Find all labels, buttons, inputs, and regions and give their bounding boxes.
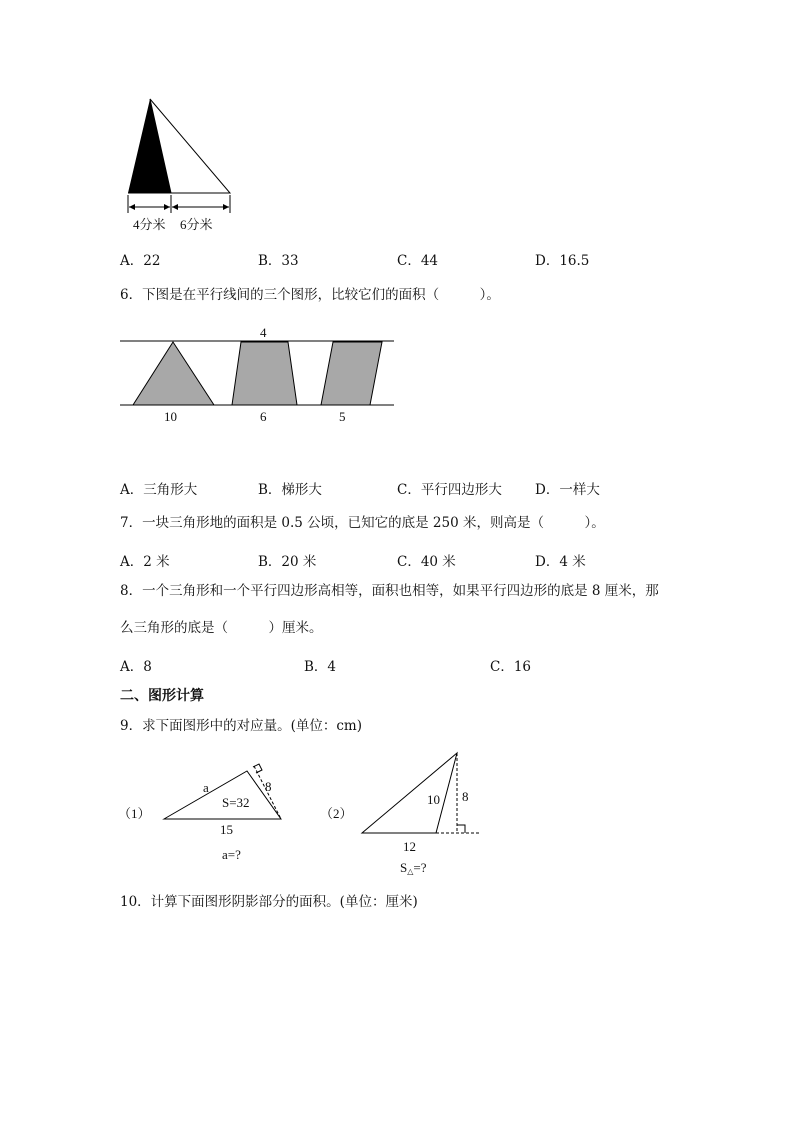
q7-option-d[interactable]: D．4 米 (535, 554, 586, 570)
q5-label-4dm: 4分米 (133, 217, 166, 232)
q9-fig2-triangle (362, 753, 457, 833)
q6-option-c[interactable]: C．平行四边形大 (397, 482, 502, 498)
q10-question: 10．计算下面图形阴影部分的面积。(单位：厘米) (120, 894, 418, 910)
q7-option-a[interactable]: A．2 米 (120, 554, 170, 570)
q8-option-b[interactable]: B．4 (304, 659, 337, 675)
q9-fig1-label-a: a (203, 780, 209, 795)
q9-fig1-index: （1） (118, 806, 151, 821)
section-2-heading: 二、图形计算 (120, 688, 204, 704)
q9-fig1-base: 15 (220, 822, 233, 837)
q9-fig2-question-suffix: =? (413, 860, 427, 875)
q8-option-c[interactable]: C．16 (490, 659, 532, 675)
q6-question: 6．下图是在平行线间的三个图形，比较它们的面积（ ）。 (120, 287, 500, 303)
q5-label-6dm: 6分米 (180, 217, 213, 232)
q6-option-b[interactable]: B．梯形大 (258, 482, 322, 498)
q9-fig2-question (400, 860, 427, 876)
q5-option-d[interactable]: D．16.5 (535, 253, 590, 269)
q5-triangle-figure (118, 92, 248, 237)
q6-option-d[interactable]: D．一样大 (535, 482, 600, 498)
q9-fig2-index: （2） (320, 806, 353, 821)
q5-option-b[interactable]: B．33 (258, 253, 299, 269)
q6-triangle-base: 10 (164, 409, 177, 424)
q8-question-line2: 么三角形的底是（ ）厘米。 (120, 620, 323, 636)
q6-trapezoid (232, 342, 297, 405)
q6-trapezoid-base: 6 (260, 409, 267, 424)
q6-parallelogram-base: 5 (339, 409, 346, 424)
q9-question: 9．求下面图形中的对应量。(单位：cm) (120, 718, 362, 734)
q9-figure-2 (320, 748, 492, 878)
q9-figure-1 (118, 762, 298, 868)
q9-fig1-question: a=? (222, 847, 241, 862)
q6-top-label: 4 (260, 326, 267, 340)
q9-fig1-area: S=32 (222, 795, 250, 810)
q9-fig2-height: 8 (462, 789, 469, 804)
q9-fig2-question-prefix: S (400, 860, 408, 875)
q5-option-a[interactable]: A．22 (120, 253, 161, 269)
q8-question-line1: 8．一个三角形和一个平行四边形高相等，面积也相等，如果平行四边形的底是 8 厘米，那 (120, 583, 659, 599)
q8-option-a[interactable]: A．8 (120, 659, 152, 675)
q7-option-b[interactable]: B．20 米 (258, 554, 317, 570)
q6-parallel-lines-figure (118, 326, 400, 426)
q9-fig2-side: 10 (427, 792, 440, 807)
q7-question: 7．一块三角形地的面积是 0.5 公顷，已知它的底是 250 米，则高是（ ）。 (120, 515, 605, 531)
q9-fig2-question-sub: △ (407, 867, 414, 876)
q6-option-a[interactable]: A．三角形大 (120, 482, 198, 498)
q7-option-c[interactable]: C．40 米 (397, 554, 456, 570)
q6-parallelogram (321, 342, 382, 405)
q6-triangle (133, 342, 214, 405)
q9-fig2-base: 12 (403, 839, 416, 854)
q9-fig1-height: 8 (265, 779, 272, 794)
q5-option-c[interactable]: C．44 (397, 253, 439, 269)
